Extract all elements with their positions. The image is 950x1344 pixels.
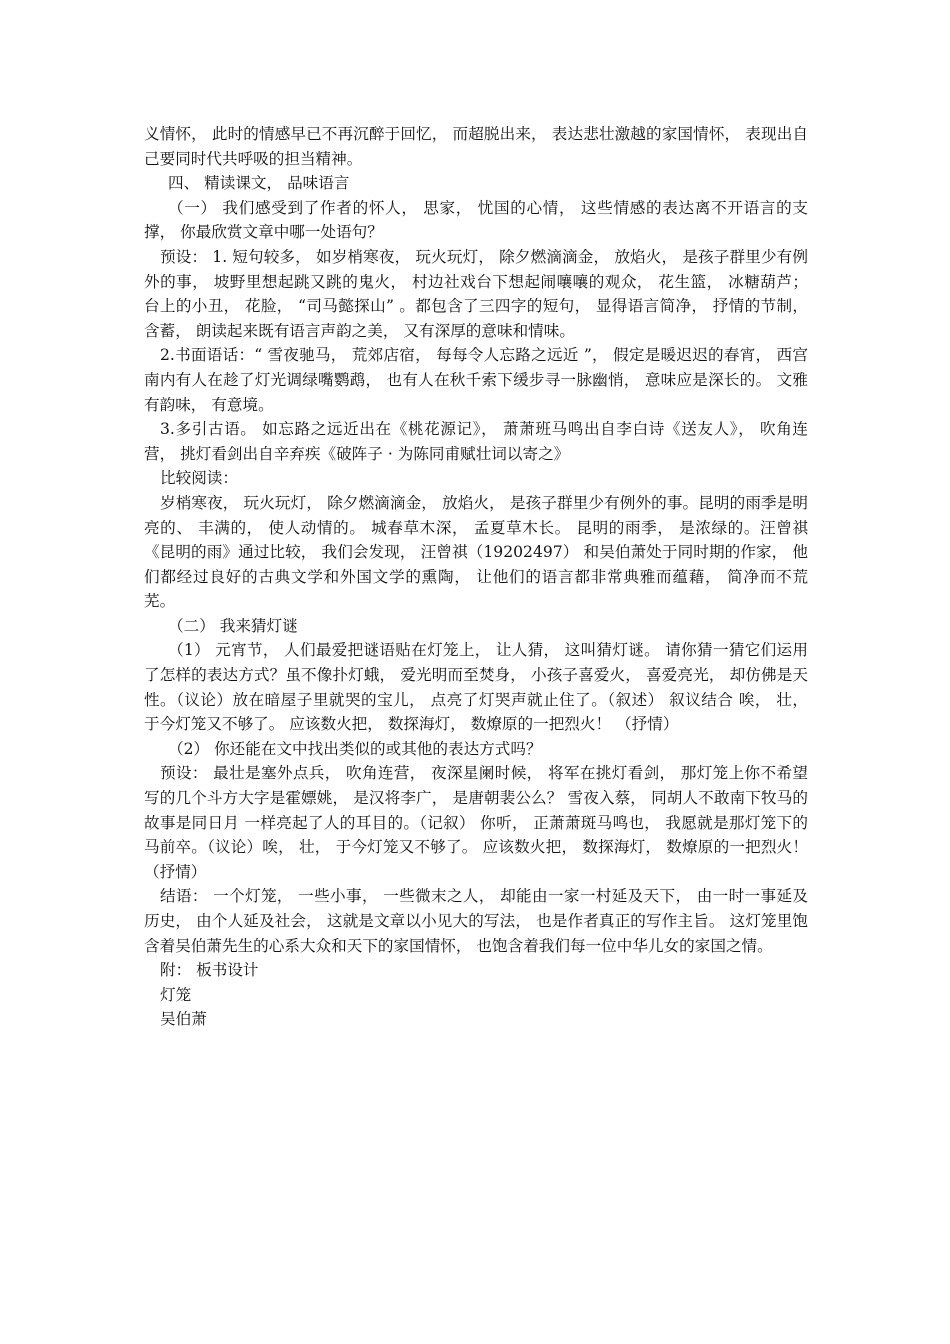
board-design-heading: 附： 板书设计 xyxy=(160,961,259,980)
riddle-question-two: （2） 你还能在文中找出类似的或其他的表达方式吗？ xyxy=(168,739,542,758)
subsection-one-question: （一） 我们感受到了作者的怀人， 思家， 忧国的心情， 这些情感的表达离不开语言的支撑， 你最欣赏文章中哪一处语句？ xyxy=(144,198,808,242)
riddle-preset-answer: 预设： 最壮是塞外点兵， 吹角连营， 夜深星阑时候， 将军在挑灯看剑， 那灯笼上你不希望写的几个斗方大字是霍嫖姚， 是汉将李广， 是唐朝裴公么？ 雪夜入蔡， 同胡人不敢南下牧马的故事是同日月 一样亮起了人的耳目的。（记叙） 你听， 正萧萧斑马鸣也， 我愿就是那灯笼下的马前卒。（议论）唉， 壮， 于今灯笼又不够了。 应该数火把， 数探海灯， 数燎原的一把烈火！ （抒情） xyxy=(144,764,808,881)
board-design-author: 吴伯萧 xyxy=(160,1010,207,1029)
document-page xyxy=(144,122,808,1032)
riddle-question-one: （1） 元宵节， 人们最爱把谜语贴在灯笼上， 让人猜， 这叫猜灯谜。 请你猜一猜它们运用了怎样的表达方式？虽不像扑灯蛾， 爱光明而至焚身， 小孩子喜爱火， 喜爱亮光， 却仿佛是天性。（议论）放在暗屋子里就哭的宝儿， 点亮了灯哭声就止住了。（叙述） 叙议结合 唉， 壮， 于今灯笼又不够了。 应该数火把， 数探海灯， 数燎原的一把烈火！ （抒情） xyxy=(144,641,808,734)
preset-point-three: 3.多引古语。 如忘路之远近出在《桃花源记》， 萧萧班马鸣出自李白诗《送友人》， 吹角连营， 挑灯看剑出自辛弃疾《破阵子 · 为陈同甫赋壮词以寄之》 xyxy=(144,420,808,463)
comparison-reading-label: 比较阅读： xyxy=(160,469,238,488)
preset-point-two: 2.书面语话：“ 雪夜驰马， 荒郊店宿， 每每令人忘路之远近 ”， 假定是暖迟迟的春宵， 西宫南内有人在趁了灯光调绿嘴鹦鹉， 也有人在秋千索下缓步寻一脉幽悄， 意味应是深长的。 文雅有韵味， 有意境。 xyxy=(144,346,808,414)
board-design-title: 灯笼 xyxy=(160,985,192,1004)
section-heading-four: 四、 精读课文， 品味语言 xyxy=(168,174,350,193)
conclusion-paragraph: 结语： 一个灯笼， 一些小事， 一些微末之人， 却能由一家一村延及天下， 由一时一事延及历史， 由个人延及社会， 这就是文章以小见大的写法， 也是作者真正的写作主旨。 这灯笼里饱含着吴伯萧先生的心系大众和天下的家国情怀， 也饱含着我们每一位中华儿女的家国之情。 xyxy=(144,887,808,955)
paragraph-continuation: 义情怀， 此时的情感早已不再沉醉于回忆， 而超脱出来， 表达悲壮激越的家国情怀， 表现出自己要同时代共呼吸的担当精神。 xyxy=(144,125,808,168)
preset-point-one: 预设： 1. 短句较多， 如岁梢寒夜， 玩火玩灯， 除夕燃滴滴金， 放焰火， 是孩子群里少有例外的事， 坡野里想起跳又跳的鬼火， 村边社戏台下想起闹嚷嚷的观众， 花生篮， 冰糖葫芦； 台上的小丑， 花脸， “司马懿探山” 。都包含了三四字的短句， 显得语言简净， 抒情的节制， 含蓄， 朗读起来既有语言声韵之美， 又有深厚的意味和情味。 xyxy=(144,247,808,340)
subsection-two-heading: （二） 我来猜灯谜 xyxy=(168,616,298,635)
comparison-reading-text: 岁梢寒夜， 玩火玩灯， 除夕燃滴滴金， 放焰火， 是孩子群里少有例外的事。昆明的雨季是明亮的、 丰满的， 使人动情的。 城春草木深， 孟夏草木长。 昆明的雨季， 是浓绿的。汪曾祺《昆明的雨》通过比较， 我们会发现， 汪曾祺（19202497） 和吴伯萧处于同时期的作家， 他们都经过良好的古典文学和外国文学的熏陶， 让他们的语言都非常典雅而蕴藉， 简净而不荒芜。 xyxy=(144,493,808,611)
